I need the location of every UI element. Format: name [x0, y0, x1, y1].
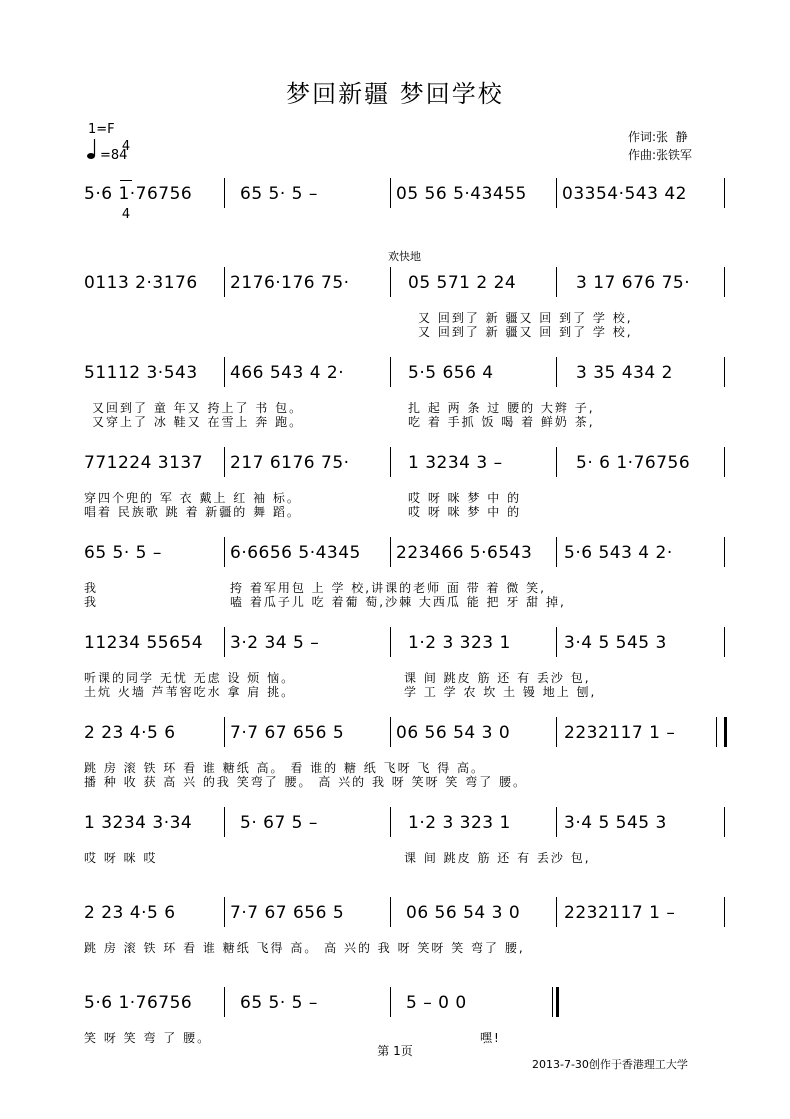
barline	[724, 627, 725, 657]
measure: 1·2 3 323 1	[408, 813, 511, 833]
measure: 51112 3·543	[84, 363, 198, 383]
measure: 06 56 54 3 0	[406, 903, 521, 923]
measure: 2 23 4·5 6	[84, 723, 176, 743]
measure: 5 – 0 0	[406, 993, 467, 1013]
measure: 3·2 34 5 –	[230, 633, 320, 653]
barline	[390, 987, 391, 1017]
lyric-line: 听课的同学 无忧 无虑 设 烦 恼。	[84, 671, 296, 685]
lyric-line: 又回到了 童 年又 挎上了 书 包。	[92, 401, 304, 415]
barline	[724, 807, 725, 837]
measure: 3 35 434 2	[576, 363, 673, 383]
barline	[556, 807, 557, 837]
barline	[224, 987, 225, 1017]
repeat-barline-thick	[724, 717, 727, 747]
lyric-line: 吃 着 手抓 饭 喝 着 鲜奶 茶,	[408, 415, 595, 429]
composer-credit: 作曲:张铁军	[628, 148, 693, 162]
barline	[390, 357, 391, 387]
measure: 1·2 3 323 1	[408, 633, 511, 653]
measure: 1 3234 3·34	[84, 813, 193, 833]
measure: 5·6 543 4 2·	[564, 543, 673, 563]
barline	[556, 537, 557, 567]
barline	[224, 267, 225, 297]
measure: 2176·176 75·	[230, 273, 350, 293]
measure: 217 6176 75·	[230, 453, 350, 473]
lyric-line: 挎 着军用包 上 学 校,讲课的老师 面 带 着 微 笑,	[230, 581, 546, 595]
barline	[724, 537, 725, 567]
measure: 3·4 5 545 3	[564, 813, 667, 833]
lyric-line: 课 间 跳皮 筋 还 有 丢沙 包,	[404, 851, 591, 865]
barline	[224, 897, 225, 927]
measure: 223466 5·6543	[396, 543, 533, 563]
lyric-line: 播 种 收 获 高 兴 的我 笑弯了 腰。 高 兴的 我 呀 笑呀 笑 弯了 腰。	[84, 775, 528, 789]
barline	[224, 627, 225, 657]
barline	[390, 807, 391, 837]
barline	[724, 267, 725, 297]
measure: 3 17 676 75·	[576, 273, 691, 293]
staff-row-5	[0, 543, 790, 633]
staff-row-4	[0, 453, 790, 543]
lyric-line: 嘿!	[480, 1031, 501, 1045]
barline	[390, 267, 391, 297]
time-signature-bottom: 4	[121, 207, 131, 222]
page-title: 梦回新疆 梦回学校	[286, 80, 504, 108]
measure: 11234 55654	[84, 633, 204, 653]
staff-row-6	[0, 633, 790, 723]
barline	[390, 447, 391, 477]
measure: 65 5· 5 –	[240, 993, 318, 1013]
measure: 7·7 67 656 5	[230, 903, 345, 923]
measure: 6·6656 5·4345	[230, 543, 361, 563]
staff-row-9	[0, 903, 790, 993]
lyric-line: 哎 呀 咪 梦 中 的	[408, 491, 522, 505]
quarter-note-icon	[87, 138, 97, 160]
barline	[724, 447, 725, 477]
barline	[390, 537, 391, 567]
measure: 2232117 1 –	[564, 723, 676, 743]
barline	[224, 717, 225, 747]
tempo-marking: =84	[100, 148, 128, 163]
measure: 5·6 1·76756	[84, 993, 193, 1013]
barline	[556, 357, 557, 387]
key-signature: 1=F	[88, 122, 115, 137]
measure: 65 5· 5 –	[240, 184, 318, 204]
lyric-line: 嗑 着瓜子儿 吃 着葡 萄,沙棘 大西瓜 能 把 牙 甜 掉,	[230, 595, 566, 609]
measure: 0113 2·3176	[84, 273, 198, 293]
barline	[224, 807, 225, 837]
lyric-line: 又 回到了 新 疆又 回 到了 学 校,	[418, 311, 633, 325]
barline	[390, 897, 391, 927]
measure: 03354·543 42	[562, 184, 687, 204]
measure: 5·6 1·76756	[84, 184, 193, 204]
lyric-line: 哎 呀 咪 梦 中 的	[408, 505, 522, 519]
measure: 1 3234 3 –	[408, 453, 503, 473]
measure: 5· 6 1·76756	[576, 453, 691, 473]
lyric-line: 我	[84, 581, 99, 595]
measure: 771224 3137	[84, 453, 204, 473]
measure: 3·4 5 545 3	[564, 633, 667, 653]
barline	[724, 178, 725, 208]
barline	[224, 537, 225, 567]
lyric-line: 学 工 学 农 坎 土 镘 地上 刨,	[404, 685, 597, 699]
final-barline-thick	[556, 987, 559, 1017]
staff-row-1	[0, 184, 790, 274]
barline	[556, 897, 557, 927]
barline	[390, 627, 391, 657]
staff-row-7	[0, 723, 790, 813]
barline	[224, 447, 225, 477]
measure: 5·5 656 4	[408, 363, 494, 383]
measure: 5· 67 5 –	[240, 813, 318, 833]
measure: 2232117 1 –	[564, 903, 676, 923]
measure: 65 5· 5 –	[84, 543, 162, 563]
barline	[556, 267, 557, 297]
repeat-barline	[716, 717, 717, 747]
lyric-line: 跳 房 滚 铁 环 看 谁 糖纸 飞得 高。 高 兴的 我 呀 笑呀 笑 弯了 腰,	[84, 941, 525, 955]
measure: 466 543 4 2·	[230, 363, 345, 383]
barline	[556, 178, 557, 208]
barline	[224, 178, 225, 208]
lyric-line: 穿四个兜的 军 衣 戴上 红 袖 标。	[84, 491, 301, 505]
page-number: 第 1页	[377, 1044, 413, 1058]
expression-mark: 欢快地	[388, 250, 421, 263]
measure: 06 56 54 3 0	[396, 723, 511, 743]
barline	[390, 178, 391, 208]
lyric-line: 唱着 民族歌 跳 着 新疆的 舞 蹈。	[84, 505, 301, 519]
time-signature-top: 4	[121, 139, 131, 154]
lyric-line: 跳 房 滚 铁 环 看 谁 糖纸 高。 看 谁的 糖 纸 飞呀 飞 得 高。	[84, 761, 486, 775]
lyric-line: 又穿上了 冰 鞋又 在雪上 奔 跑。	[92, 415, 304, 429]
barline	[224, 357, 225, 387]
lyric-line: 扎 起 两 条 过 腰的 大辫 子,	[408, 401, 595, 415]
staff-row-2	[0, 273, 790, 363]
measure: 7·7 67 656 5	[230, 723, 345, 743]
lyric-line: 又 回到了 新 疆又 回 到了 学 校,	[418, 325, 633, 339]
lyric-line: 课 间 跳皮 筋 还 有 丢沙 包,	[404, 671, 591, 685]
barline	[556, 627, 557, 657]
barline	[390, 717, 391, 747]
measure: 05 571 2 24	[408, 273, 517, 293]
barline	[556, 717, 557, 747]
footer-note: 2013-7-30创作于香港理工大学	[532, 1058, 688, 1071]
measure: 2 23 4·5 6	[84, 903, 176, 923]
final-barline	[552, 987, 553, 1017]
staff-row-8	[0, 813, 790, 903]
lyricist-credit: 作词:张 静	[628, 130, 688, 144]
barline	[556, 447, 557, 477]
barline	[724, 357, 725, 387]
lyric-line: 我	[84, 595, 99, 609]
lyric-line: 土炕 火墙 芦苇窖吃水 拿 肩 挑。	[84, 685, 296, 699]
lyric-line: 笑 呀 笑 弯 了 腰。	[84, 1031, 212, 1045]
measure: 05 56 5·43455	[396, 184, 527, 204]
lyric-line: 哎 呀 咪 哎	[84, 851, 158, 865]
barline	[724, 897, 725, 927]
staff-row-3	[0, 363, 790, 453]
